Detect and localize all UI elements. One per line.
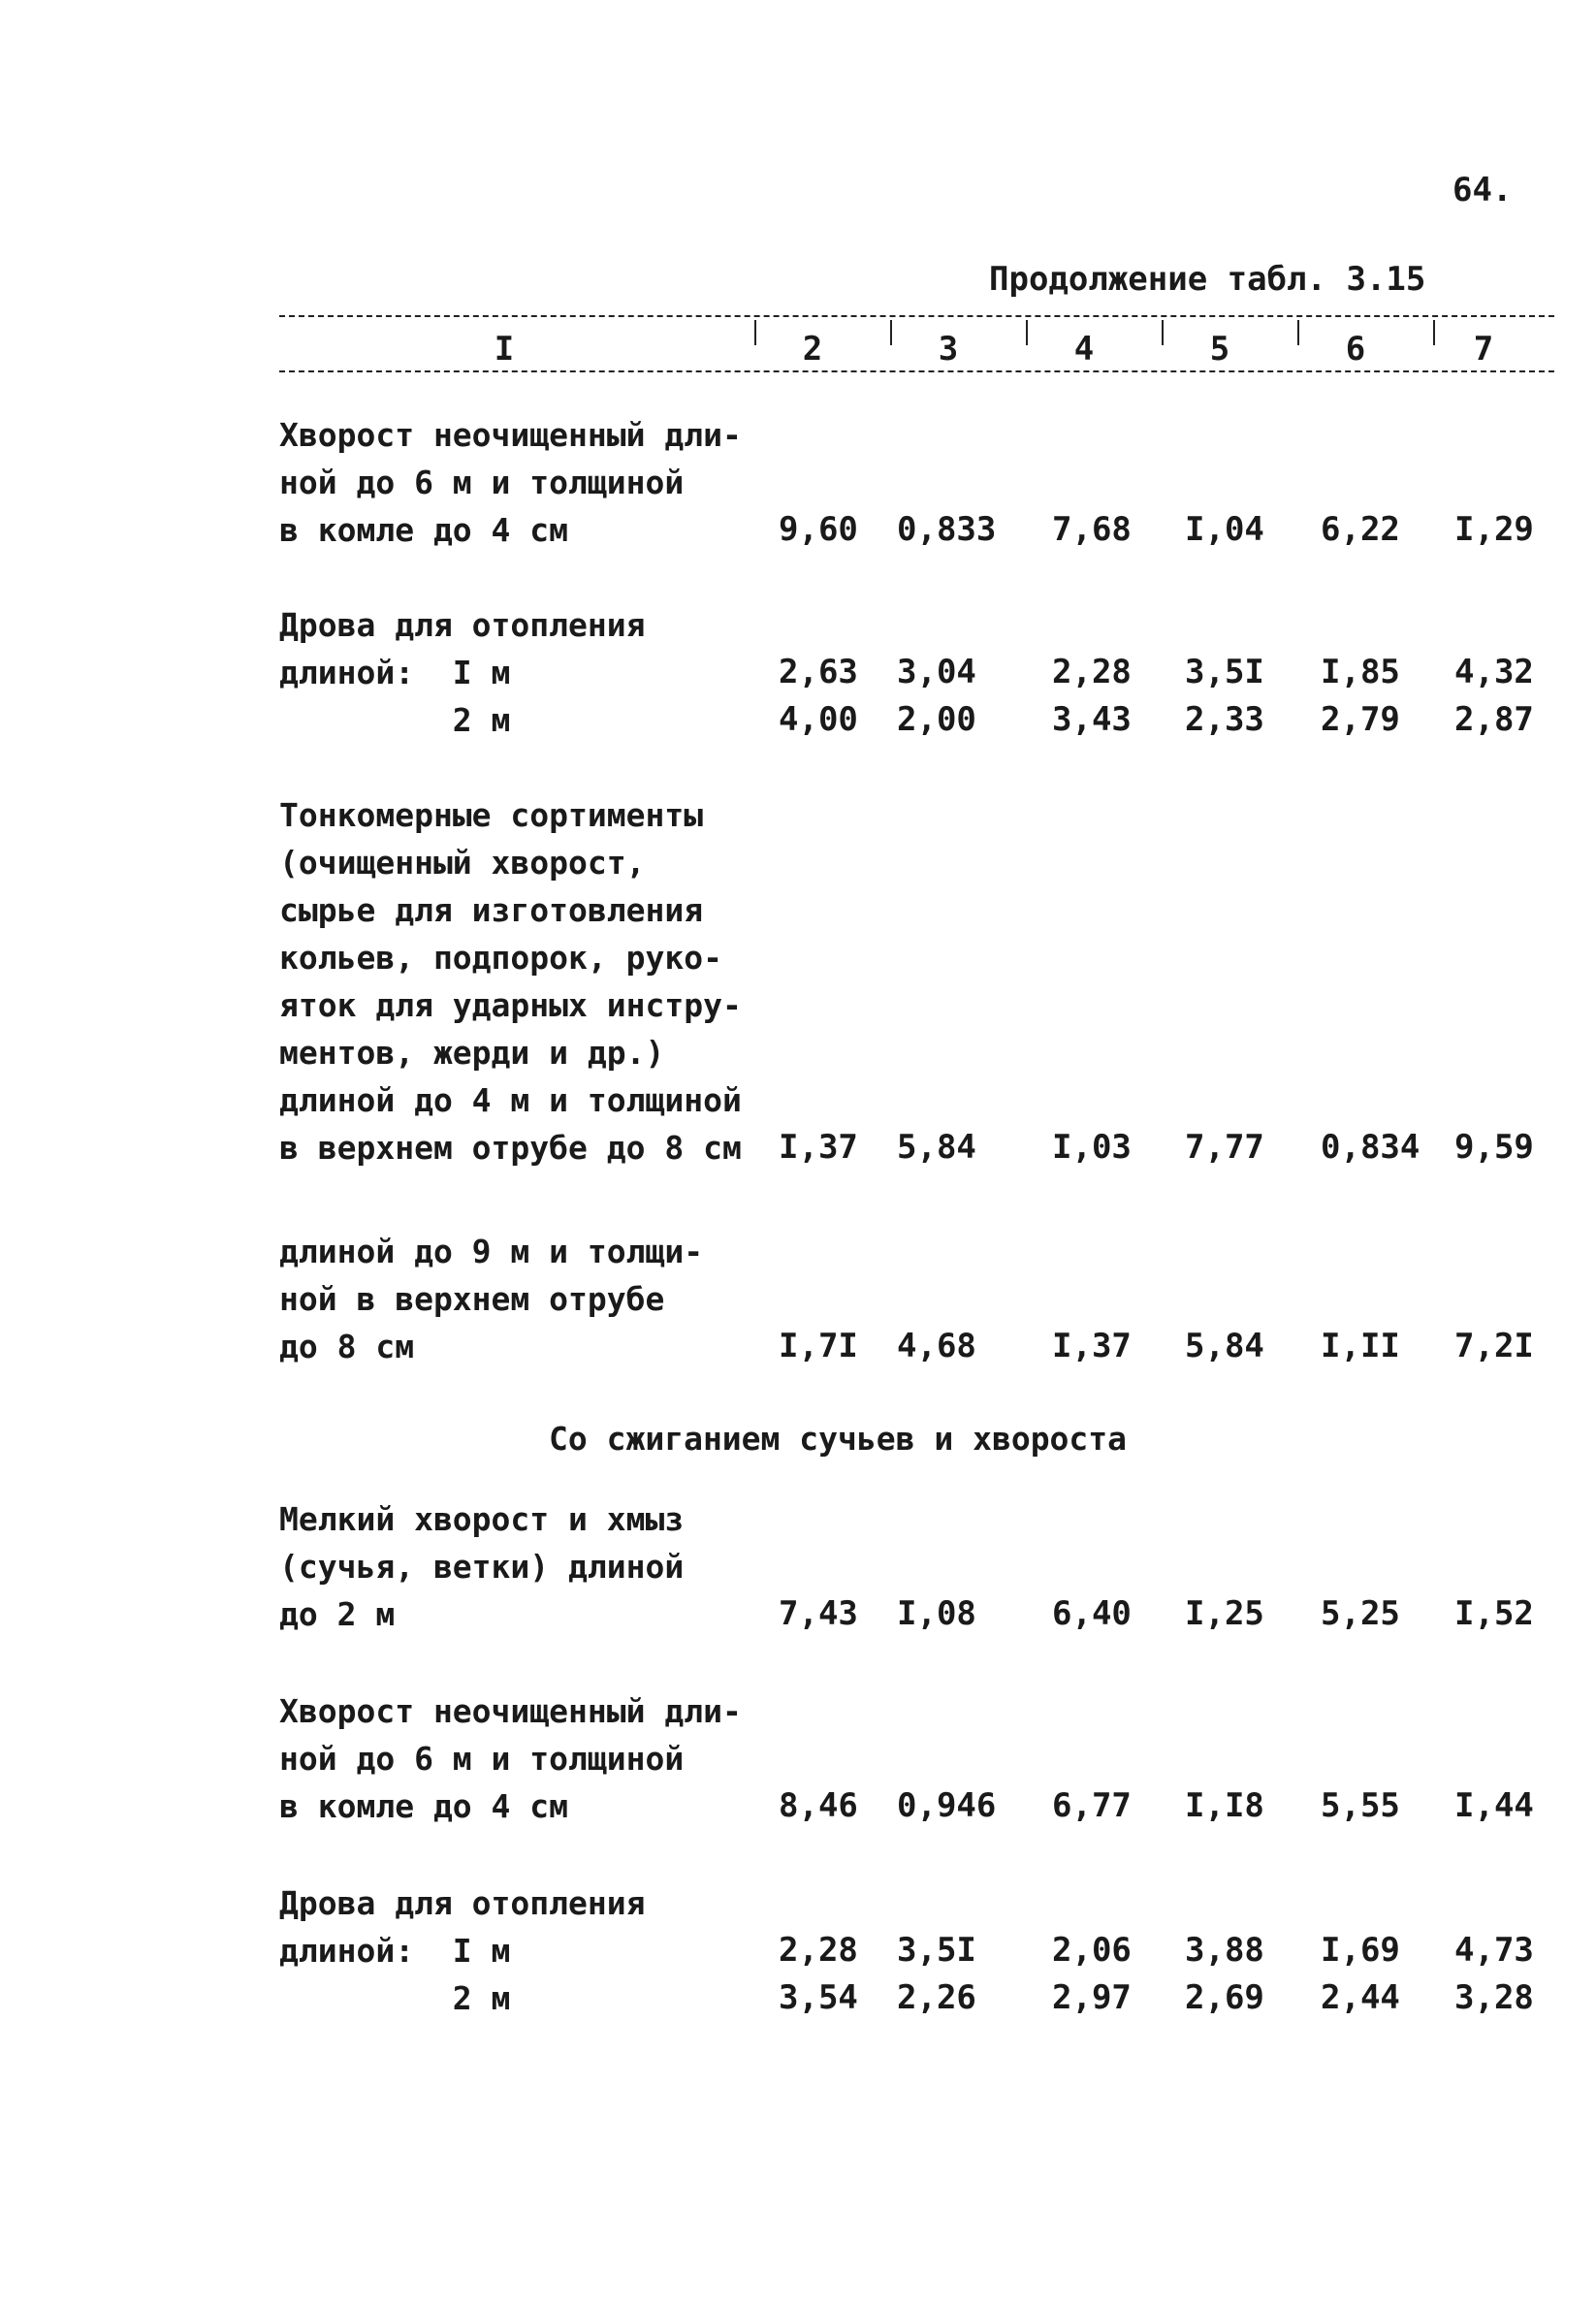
table-cell: 3,5I [1185,653,1264,691]
row-label [279,1974,510,2022]
row-label-line: 2 м [279,1979,511,2017]
column-header-3: 3 [938,330,959,369]
row-label [279,1879,646,1974]
row-label-line: ной до 6 м и толщиной [279,1740,685,1778]
row-label-line: длиной до 4 м и толщиной [279,1081,742,1119]
table-cell: 6,22 [1321,510,1400,549]
table-cell: I,II [1321,1327,1400,1365]
table-cell: 4,73 [1454,1931,1534,1970]
row-label-line: ной в верхнем отрубе [279,1280,665,1318]
row-label-line: в комле до 4 см [279,1787,569,1825]
table-cell: I,25 [1185,1594,1264,1633]
table-cell: 9,60 [779,510,858,549]
row-label-line: 2 м [279,701,511,739]
table-cell: 3,43 [1052,700,1132,739]
table-cell: 2,33 [1185,700,1264,739]
row-label-line: Хворост неочищенный дли- [279,416,742,454]
column-header-7: 7 [1473,330,1494,369]
row-label [279,791,742,1171]
row-label [279,1495,684,1638]
table-top-rule [279,315,1554,317]
table-cell: I,I8 [1185,1786,1264,1825]
row-label-line: (очищенный хворост, [279,844,646,882]
page-number: 64. [1452,171,1513,209]
column-separator [1297,320,1299,345]
table-cell: 5,25 [1321,1594,1400,1633]
row-label [279,411,742,554]
table-cell: 0,834 [1321,1128,1420,1167]
table-cell: I,52 [1454,1594,1534,1633]
table-cell: I,85 [1321,653,1400,691]
table-cell: I,37 [779,1128,858,1167]
column-separator [1433,320,1435,345]
table-cell: 3,54 [779,1978,858,2017]
row-label-line: Хворост неочищенный дли- [279,1692,742,1730]
table-cell: 2,06 [1052,1931,1132,1970]
column-header-1: I [494,330,515,369]
table-cell: 0,833 [897,510,997,549]
column-header-2: 2 [802,330,823,369]
table-cell: 2,87 [1454,700,1534,739]
table-cell: 9,59 [1454,1128,1534,1167]
table-cell: 2,00 [897,700,976,739]
row-label-line: яток для ударных инстру- [279,986,742,1024]
table-cell: 7,43 [779,1594,858,1633]
row-label-line: длиной: I м [279,1932,511,1970]
table-cell: 6,40 [1052,1594,1132,1633]
row-label-line: в верхнем отрубе до 8 см [279,1129,742,1167]
row-label [279,1687,742,1830]
table-cell: I,03 [1052,1128,1132,1167]
table-cell: I,69 [1321,1931,1400,1970]
row-label-line: (сучья, ветки) длиной [279,1548,685,1586]
table-cell: 4,68 [897,1327,976,1365]
table-cell: 4,00 [779,700,858,739]
table-cell: 2,44 [1321,1978,1400,2017]
row-label-line: сырье для изготовления [279,891,704,929]
table-cell: 2,63 [779,653,858,691]
table-cell: 2,69 [1185,1978,1264,2017]
table-cell: I,37 [1052,1327,1132,1365]
table-cell: 7,68 [1052,510,1132,549]
table-cell: 3,04 [897,653,976,691]
table-cell: I,44 [1454,1786,1534,1825]
row-label-line: до 8 см [279,1328,415,1365]
table-cell: 2,26 [897,1978,976,2017]
row-label-line: Дрова для отопления [279,1884,646,1922]
column-separator [890,320,892,345]
table-cell: 3,88 [1185,1931,1264,1970]
table-cell: I,7I [779,1327,858,1365]
row-label-line: ной до 6 м и толщиной [279,464,685,501]
table-cell: 5,84 [1185,1327,1264,1365]
row-label-line: длиной: I м [279,654,511,691]
table-caption: Продолжение табл. 3.15 [989,260,1426,299]
table-cell: 4,32 [1454,653,1534,691]
column-header-4: 4 [1073,330,1095,369]
column-separator [754,320,756,345]
column-header-6: 6 [1345,330,1366,369]
row-label-line: ментов, жерди и др.) [279,1034,665,1072]
column-separator [1026,320,1028,345]
row-label [279,1228,703,1370]
column-separator [1162,320,1164,345]
row-label-line: Тонкомерные сортименты [279,796,704,834]
table-cell: I,29 [1454,510,1534,549]
table-cell: 7,2I [1454,1327,1534,1365]
row-label [279,601,646,696]
row-label-line: Мелкий хворост и хмыз [279,1500,685,1538]
table-cell: 0,946 [897,1786,997,1825]
row-label-line: в комле до 4 см [279,511,569,549]
table-cell: 2,79 [1321,700,1400,739]
column-header-5: 5 [1209,330,1230,369]
table-cell: 3,5I [897,1931,976,1970]
table-cell: 6,77 [1052,1786,1132,1825]
table-cell: 5,55 [1321,1786,1400,1825]
table-cell: I,08 [897,1594,976,1633]
table-cell: 3,28 [1454,1978,1534,2017]
row-label-line: до 2 м [279,1595,396,1633]
row-label-line: Дрова для отопления [279,606,646,644]
row-label-line: длиной до 9 м и толщи- [279,1233,704,1270]
table-cell: I,04 [1185,510,1264,549]
table-cell: 2,28 [779,1931,858,1970]
table-cell: 2,97 [1052,1978,1132,2017]
table-cell: 7,77 [1185,1128,1264,1167]
section-heading: Со сжиганием сучьев и хвороста [549,1420,1128,1458]
table-cell: 5,84 [897,1128,976,1167]
table-header-rule [279,370,1554,372]
table-cell: 2,28 [1052,653,1132,691]
row-label [279,696,510,744]
table-cell: 8,46 [779,1786,858,1825]
row-label-line: кольев, подпорок, руко- [279,939,722,977]
